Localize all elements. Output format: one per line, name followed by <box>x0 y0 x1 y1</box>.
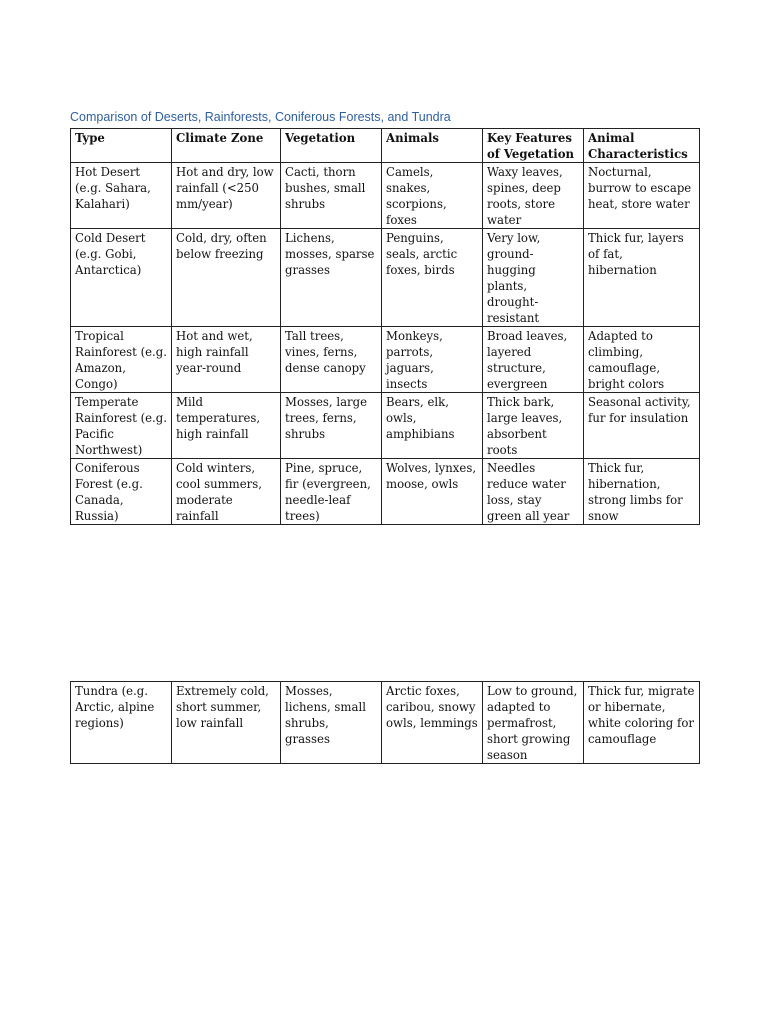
header-key-features: Key Features of Vegetation <box>483 129 584 163</box>
cell-key-features: Waxy leaves, spines, deep roots, store water <box>483 163 584 229</box>
cell-animals: Wolves, lynxes, moose, owls <box>382 459 483 525</box>
cell-climate-zone: Cold winters, cool summers, moderate rainfall <box>172 459 281 525</box>
table-row <box>71 393 700 459</box>
cell-type: Tropical Rainforest (e.g. Amazon, Congo) <box>71 327 172 393</box>
cell-animal-characteristics: Thick fur, layers of fat, hibernation <box>584 229 700 327</box>
header-climate-zone: Climate Zone <box>172 129 281 163</box>
cell-vegetation: Tall trees, vines, ferns, dense canopy <box>281 327 382 393</box>
table-row <box>71 459 700 525</box>
table-row <box>71 163 700 229</box>
cell-key-features: Needles reduce water loss, stay green all year <box>483 459 584 525</box>
cell-animals: Arctic foxes, caribou, snowy owls, lemmings <box>382 682 483 764</box>
header-type: Type <box>71 129 172 163</box>
cell-type: Tundra (e.g. Arctic, alpine regions) <box>71 682 172 764</box>
cell-animal-characteristics: Seasonal activity, fur for insulation <box>584 393 700 459</box>
cell-animals: Penguins, seals, arctic foxes, birds <box>382 229 483 327</box>
comparison-table-continued <box>70 681 700 764</box>
cell-animal-characteristics: Thick fur, migrate or hibernate, white coloring for camouflage <box>584 682 700 764</box>
cell-vegetation: Lichens, mosses, sparse grasses <box>281 229 382 327</box>
cell-vegetation: Cacti, thorn bushes, small shrubs <box>281 163 382 229</box>
header-vegetation: Vegetation <box>281 129 382 163</box>
cell-vegetation: Mosses, large trees, ferns, shrubs <box>281 393 382 459</box>
cell-type: Temperate Rainforest (e.g. Pacific Northwest) <box>71 393 172 459</box>
cell-type: Hot Desert (e.g. Sahara, Kalahari) <box>71 163 172 229</box>
cell-animals: Bears, elk, owls, amphibians <box>382 393 483 459</box>
cell-key-features: Broad leaves, layered structure, evergreen <box>483 327 584 393</box>
cell-climate-zone: Mild temperatures, high rainfall <box>172 393 281 459</box>
cell-key-features: Low to ground, adapted to permafrost, short growing season <box>483 682 584 764</box>
cell-animal-characteristics: Thick fur, hibernation, strong limbs for snow <box>584 459 700 525</box>
cell-vegetation: Pine, spruce, fir (evergreen, needle-leaf trees) <box>281 459 382 525</box>
cell-vegetation: Mosses, lichens, small shrubs, grasses <box>281 682 382 764</box>
cell-climate-zone: Extremely cold, short summer, low rainfall <box>172 682 281 764</box>
cell-climate-zone: Hot and dry, low rainfall (<250 mm/year) <box>172 163 281 229</box>
table-row <box>71 229 700 327</box>
table-header-row <box>71 129 700 163</box>
cell-animal-characteristics: Adapted to climbing, camouflage, bright colors <box>584 327 700 393</box>
cell-animals: Camels, snakes, scorpions, foxes <box>382 163 483 229</box>
header-animal-characteristics: Animal Characteristics <box>584 129 700 163</box>
cell-key-features: Thick bark, large leaves, absorbent roots <box>483 393 584 459</box>
cell-type: Cold Desert (e.g. Gobi, Antarctica) <box>71 229 172 327</box>
table-row <box>71 682 700 764</box>
comparison-table <box>70 128 700 525</box>
table-row <box>71 327 700 393</box>
header-animals: Animals <box>382 129 483 163</box>
cell-climate-zone: Hot and wet, high rainfall year-round <box>172 327 281 393</box>
page-title: Comparison of Deserts, Rainforests, Coniferous Forests, and Tundra <box>70 110 451 124</box>
cell-key-features: Very low, ground-hugging plants, drought-resistant <box>483 229 584 327</box>
cell-animals: Monkeys, parrots, jaguars, insects <box>382 327 483 393</box>
cell-climate-zone: Cold, dry, often below freezing <box>172 229 281 327</box>
cell-type: Coniferous Forest (e.g. Canada, Russia) <box>71 459 172 525</box>
cell-animal-characteristics: Nocturnal, burrow to escape heat, store water <box>584 163 700 229</box>
